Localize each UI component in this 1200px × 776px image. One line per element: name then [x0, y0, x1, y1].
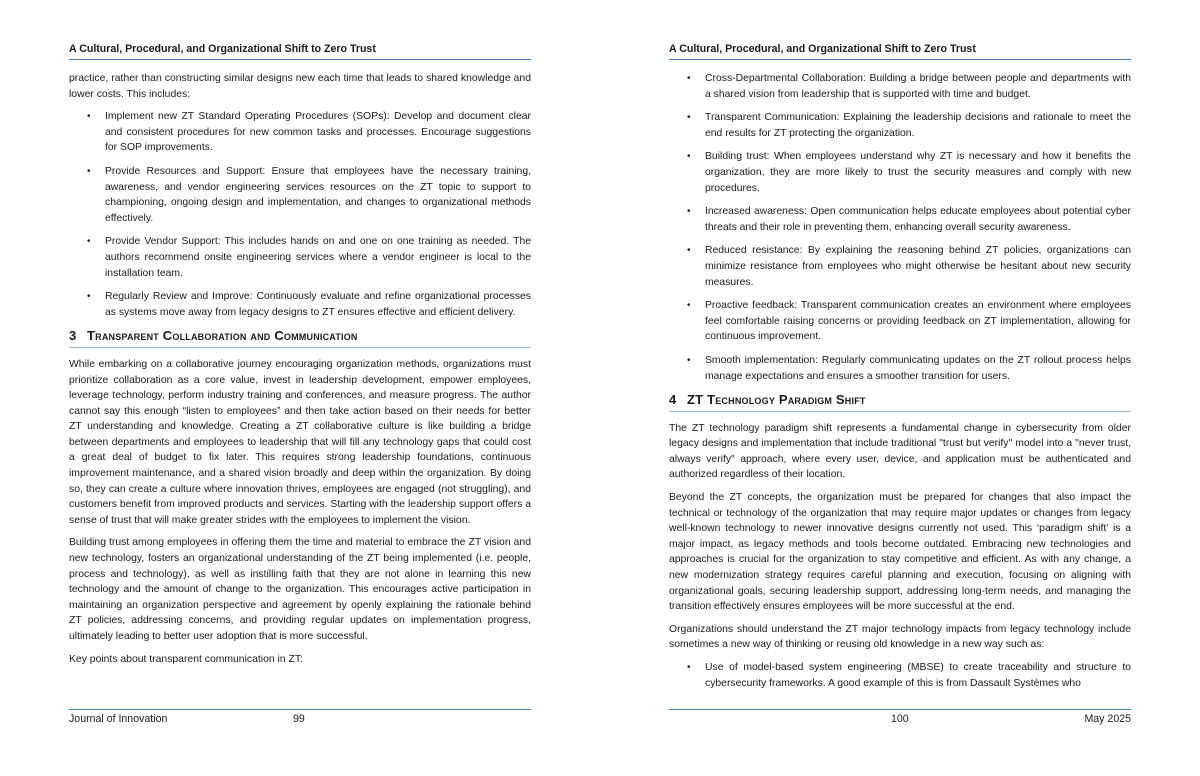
body-paragraph: Organizations should understand the ZT major technology impacts from legacy technology include sometimes a new way of thinking or reusing old knowledge in a new way such as: [669, 623, 1131, 651]
list-item: • Implement new ZT Standard Operating Procedures (SOPs): Develop and document clear and consistent procedures for new common tasks and processes. Encourage suggestions for SOP improvements. [69, 109, 531, 156]
list-item: • Provide Vendor Support: This includes hands on and one on one training as needed. The authors recommend onsite engineering services where a vendor engineer is local to the installation team. [69, 234, 531, 281]
bullet-list [69, 109, 531, 320]
list-item: • Regularly Review and Improve: Continuously evaluate and refine organizational processes as systems move away from legacy designs to ZT ensures effective and efficient delivery. [69, 289, 531, 320]
right-page [669, 0, 1131, 776]
footer-journal: Journal of Innovation [69, 713, 168, 725]
running-header: A Cultural, Procedural, and Organizational Shift to Zero Trust [669, 43, 1131, 60]
page-footer [669, 709, 1131, 725]
section-title: ZT Technology Paradigm Shift [687, 392, 866, 408]
body-paragraph: Building trust among employees in offering them the time and material to embrace the ZT vision and new technology, fosters an organizational understanding of the ZT being implemented (i.e. people, process and technology), as well as instilling faith that they are not alone in learning this new technology and the amount of change to the organization. This encourages active participation in maintaining an organization perspective and agreement by openly explaining the rationale behind ZT policies, addressing concerns, and providing regular updates on implementation progress, ultimately leading to better user adoption that is more successful. [69, 537, 531, 642]
page-footer [69, 709, 531, 725]
section-number: 3 [69, 328, 77, 344]
body-paragraph: Key points about transparent communication in ZT: [69, 653, 303, 665]
list-item: • Transparent Communication: Explaining the leadership decisions and rationale to meet the end results for ZT protecting the organization. [669, 110, 1131, 141]
list-item: • Reduced resistance: By explaining the reasoning behind ZT policies, organizations can minimize resistance from employees who might otherwise be hesitant about new security measures. [669, 243, 1131, 290]
list-item: • Provide Resources and Support: Ensure that employees have the necessary training, awareness, and vendor engineering services resources on the ZT topic to support to championing, ongoing design and implementation, and changes to organizational methods effectively. [69, 164, 531, 226]
page-number: 99 [293, 713, 305, 725]
left-page [69, 0, 531, 776]
list-item: • Use of model-based system engineering (MBSE) to create traceability and structure to cybersecurity frameworks. A good example of this is from Dassault Systèmes who [669, 660, 1131, 691]
section-heading [69, 328, 531, 348]
list-item: • Increased awareness: Open communication helps educate employees about potential cyber threats and their role in preventing them, enhancing overall security awareness. [669, 204, 1131, 235]
footer-date: May 2025 [1084, 713, 1131, 725]
section-title: Transparent Collaboration and Communication [87, 328, 358, 344]
body-paragraph: The ZT technology paradigm shift represents a fundamental change in cybersecurity from older legacy designs and implementation that include traditional "trust but verify" model into a "never trust, always verify" approach, where every user, device, and application must be authenticated and authorized regardless of their location. [669, 422, 1131, 481]
body-paragraph: While embarking on a collaborative journey encouraging organization methods, organizations must prioritize collaboration as a core value, invest in leadership development, empower employees, leverage technology, perform industry training and conferences, and measure progress. The author cannot say this enough “listen to employees” and then take action based on their needs for better ZT understanding and knowledge. Creating a ZT collaborative culture is like building a bridge between departments and employees to leadership that will fill any technology gaps that could cost a great deal of budget to fix later. This requires strong leadership foundations, continuous improvement maintenance, and a shared vision broadly and deep within the organization. By doing so, they can create a culture where innovation thrives, employees are engaged (not struggling), and customers benefit from improved products and services. Starting with the leadership support offers a sense of trust that will make greater strides with the employees to implement the vision. [69, 358, 531, 526]
bullet-list [669, 660, 1131, 691]
page-body [669, 71, 1131, 699]
section-number: 4 [669, 392, 677, 408]
page-number: 100 [891, 713, 909, 725]
list-item: • Smooth implementation: Regularly communicating updates on the ZT rollout process helps manage expectations and ensures a smoother transition for users. [669, 353, 1131, 384]
list-item: • Proactive feedback: Transparent communication creates an environment where employees feel comfortable raising concerns or providing feedback on ZT implementation, allowing for continuous improvement. [669, 298, 1131, 345]
section-heading [669, 392, 1131, 412]
body-paragraph: Beyond the ZT concepts, the organization must be prepared for changes that also impact the technical or technology of the organization that may require major updates or changes from legacy well-known technology to newer innovative designs currently not used. This ‘paradigm shift’ is a major impact, as legacy methods and tools become outdated. Embracing new technologies and approaches is crucial for the organization to stay competitive and efficient. As with any change, a new modernization strategy requires careful planning and execution, focusing on aligning with organizational goals, securing leadership support, addressing long-term needs, and managing the transition effectively ensures employees will be more successful at the end. [669, 492, 1131, 613]
list-item: • Building trust: When employees understand why ZT is necessary and how it benefits the organization, they are more likely to trust the security measures and comply with new procedures. [669, 149, 1131, 196]
list-item: • Cross-Departmental Collaboration: Building a bridge between people and departments with a shared vision from leadership that is supported with time and budget. [669, 71, 1131, 102]
running-header: A Cultural, Procedural, and Organizational Shift to Zero Trust [69, 43, 531, 60]
page-body [69, 71, 531, 674]
intro-paragraph: practice, rather than constructing similar designs new each time that leads to shared knowledge and lower costs. This includes: [69, 73, 531, 100]
bullet-list [669, 71, 1131, 384]
